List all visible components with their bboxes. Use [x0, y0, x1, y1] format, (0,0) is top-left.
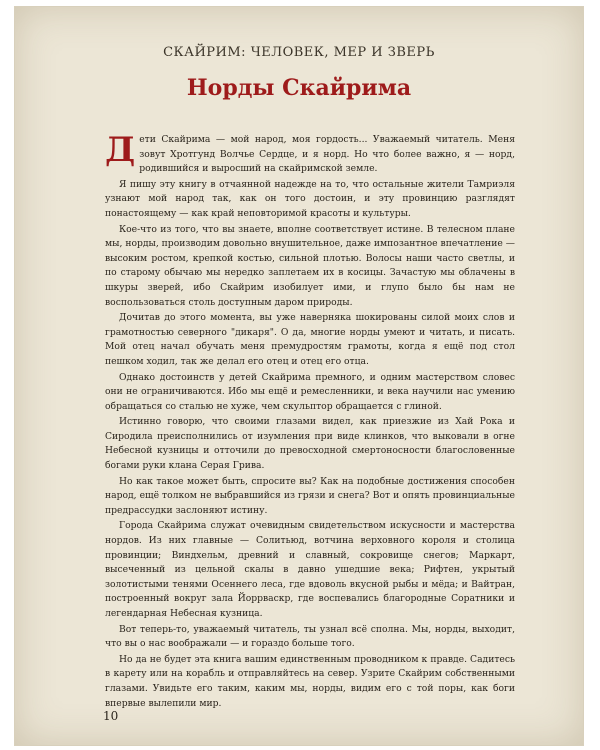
paragraph: Истинно говорю, что своими глазами видел, как приезжие из Хай Рока и Сиродила преисполнились от изумления при виде клинков, что выковали в огне Небесной кузницы и отточили до превосходной смертоносности благословенные богами руки клана Серая Грива.	[105, 416, 515, 472]
book-page	[14, 6, 584, 746]
paragraph: Дочитав до этого момента, вы уже наверняка шокированы силой моих слов и грамотностью северного "дикаря". О да, многие норды умеют и читать, и писать. Мой отец начал обучать меня премудростям грамоты, когда я ещё под стол пешком ходил, так же делал его отец и отец его отца.	[105, 312, 515, 367]
paragraph-text: ети Скайрима — мой народ, моя гордость... Уважаемый читатель. Меня зовут Хротгунд Волчье Сердце, и я норд. Но что более важно, я — норд, родившийся и выросший на скайримской земле.	[139, 134, 515, 175]
paragraph: Однако достоинств у детей Скайрима премного, и одним мастерством словес они не ограничиваются. Ибо мы ещё и ремесленники, и века научили нас умению обращаться со сталью не хуже, чем скульптор обращается с глиной.	[105, 371, 515, 412]
page-number: 10	[103, 709, 119, 723]
paragraph: Но да не будет эта книга вашим единственным проводником к правде. Садитесь в карету или на корабль и отправляйтесь на север. Узрите Скайрим собственными глазами. Увидьте его таким, каким мы, норды, видим его с той поры, как боги впервые вылепили мир.	[105, 653, 515, 709]
paragraph: Я пишу эту книгу в отчаянной надежде на то, что остальные жители Тамриэля узнают мой народ так, как он того достоин, и эту провинцию разглядят понастоящему — как край неповторимой красоты и культуры.	[105, 178, 515, 219]
drop-cap: Д	[105, 130, 136, 170]
running-header: СКАЙРИМ: ЧЕЛОВЕК, МЕР И ЗВЕРЬ	[163, 45, 435, 60]
paragraph	[105, 130, 515, 177]
paragraph: Но как такое может быть, спросите вы? Как на подобные достижения способен народ, ещё толком не выбравшийся из грязи и снега? Вот и опять провинциальные предрассудки заслоняют истину.	[105, 475, 515, 516]
body-text	[105, 130, 515, 712]
paragraph: Кое-что из того, что вы знаете, вполне соответствует истине. В телесном плане мы, норды, производим довольно внушительное, даже импозантное впечатление — высоким ростом, крепкой костью, сильной плотью. Волосы наши часто светлы, и по старому обычаю мы нередко заплетаем их в косицы. Зачастую мы облачены в шкуры зверей, ибо Скайрим изобилует ими, и глупо было бы нам не воспользоваться столь доступным даром природы.	[105, 223, 515, 308]
chapter-title: Норды Скайрима	[186, 75, 412, 101]
paragraph: Вот теперь-то, уважаемый читатель, ты узнал всё сполна. Мы, норды, выходит, что вы о нас воображали — и гораздо больше того.	[105, 623, 515, 650]
paragraph: Города Скайрима служат очевидным свидетельством искусности и мастерства нордов. Из них главные — Солитьюд, вотчина верховного короля и столица провинции; Виндхельм, древний и славный, сокровище снегов; Маркарт, высеченный из цельной скалы в давно ушедшие века; Рифтен, укрытый золотистыми тенями Осеннего леса, где вдоволь вкусной рыбы и мёда; и Вайтран, построенный вокруг зала Йоррваскр, где воспевались благородные Соратники и легендарная Небесная кузница.	[105, 520, 515, 619]
